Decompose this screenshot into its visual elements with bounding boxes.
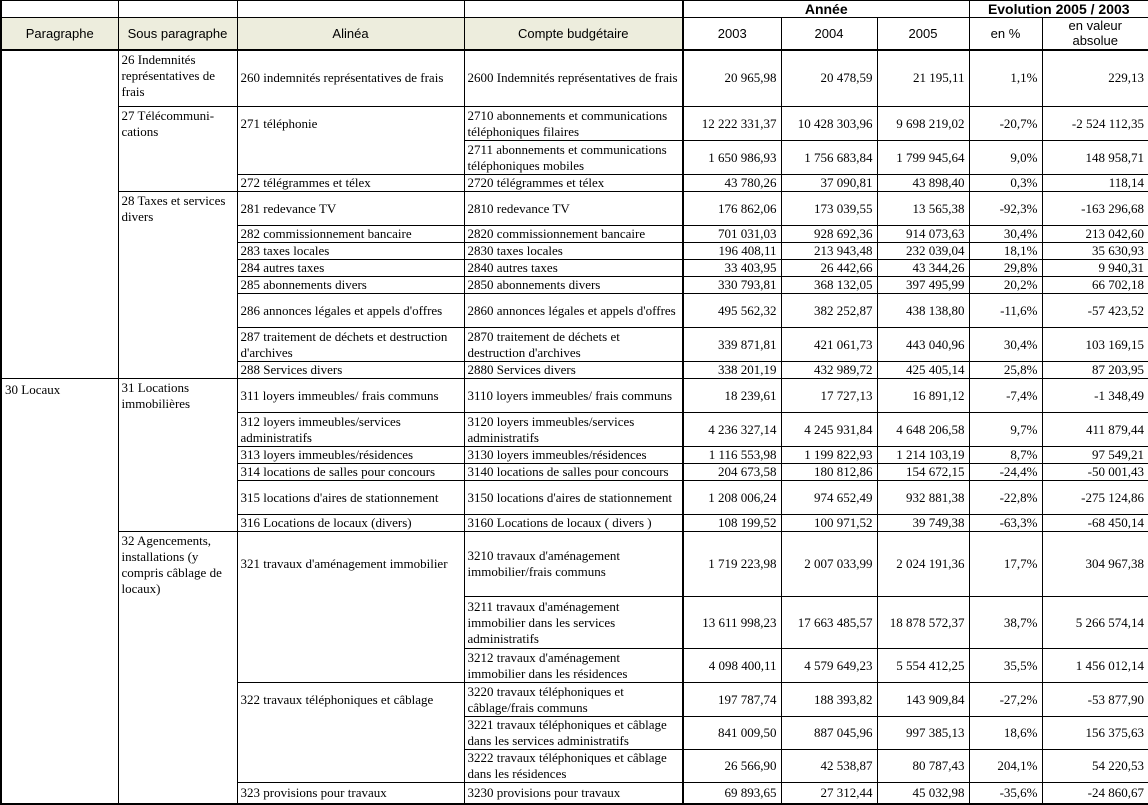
alinea-cell: 284 autres taxes xyxy=(237,260,464,277)
value-2004: 10 428 303,96 xyxy=(781,107,877,141)
value-abs: -163 296,68 xyxy=(1042,192,1148,226)
value-abs: -57 423,52 xyxy=(1042,294,1148,328)
col-header-2005: 2005 xyxy=(877,18,969,50)
table-row xyxy=(1,379,1148,413)
value-2003: 841 009,50 xyxy=(683,717,781,750)
col-header-sous-paragraphe: Sous paragraphe xyxy=(118,18,237,50)
value-abs: 304 967,38 xyxy=(1042,532,1148,597)
value-2004: 27 312,44 xyxy=(781,783,877,804)
value-2005: 39 749,38 xyxy=(877,515,969,532)
value-2005: 425 405,14 xyxy=(877,362,969,379)
value-2005: 154 672,15 xyxy=(877,464,969,481)
alinea-cell: 312 loyers immeubles/services administratifs xyxy=(237,413,464,447)
alinea-cell: 315 locations d'aires de stationnement xyxy=(237,481,464,515)
alinea-label: 271 téléphonie xyxy=(240,115,318,131)
value-2005: 397 495,99 xyxy=(877,277,969,294)
alinea-cell: 287 traitement de déchets et destruction d'archives xyxy=(237,328,464,362)
col-header-compte-budgetaire: Compte budgétaire xyxy=(464,18,683,50)
compte-cell: 3150 locations d'aires de stationnement xyxy=(464,481,683,515)
alinea-cell xyxy=(237,107,464,175)
value-2004: 180 812,86 xyxy=(781,464,877,481)
value-2003: 20 965,98 xyxy=(683,50,781,107)
value-2003: 12 222 331,37 xyxy=(683,107,781,141)
empty-header-cell xyxy=(118,1,237,18)
value-2005: 232 039,04 xyxy=(877,243,969,260)
alinea-cell: 316 Locations de locaux (divers) xyxy=(237,515,464,532)
alinea-label: 321 travaux d'aménagement immobilier xyxy=(240,556,448,571)
value-abs: 97 549,21 xyxy=(1042,447,1148,464)
value-2005: 932 881,38 xyxy=(877,481,969,515)
compte-cell: 2600 Indemnités représentatives de frais xyxy=(464,50,683,107)
compte-cell: 2810 redevance TV xyxy=(464,192,683,226)
value-2004: 974 652,49 xyxy=(781,481,877,515)
value-2003: 204 673,58 xyxy=(683,464,781,481)
value-pct: 1,1% xyxy=(969,50,1042,107)
value-2003: 1 208 006,24 xyxy=(683,481,781,515)
value-2004: 213 943,48 xyxy=(781,243,877,260)
alinea-cell: 323 provisions pour travaux xyxy=(237,783,464,804)
value-abs: 5 266 574,14 xyxy=(1042,597,1148,649)
value-abs: -53 877,90 xyxy=(1042,683,1148,717)
value-abs: 35 630,93 xyxy=(1042,243,1148,260)
value-2003: 4 098 400,11 xyxy=(683,649,781,683)
value-2003: 1 719 223,98 xyxy=(683,532,781,597)
compte-cell: 2880 Services divers xyxy=(464,362,683,379)
compte-cell: 2711 abonnements et communications téléphoniques mobiles xyxy=(464,141,683,175)
value-2005: 443 040,96 xyxy=(877,328,969,362)
empty-header-cell xyxy=(464,1,683,18)
value-pct: 18,6% xyxy=(969,717,1042,750)
value-pct: 29,8% xyxy=(969,260,1042,277)
sous-paragraphe-cell: 26 Indemnités représentatives de frais xyxy=(118,50,237,107)
value-2003: 26 566,90 xyxy=(683,750,781,783)
compte-cell: 2710 abonnements et communications téléphoniques filaires xyxy=(464,107,683,141)
value-2004: 37 090,81 xyxy=(781,175,877,192)
value-2004: 4 579 649,23 xyxy=(781,649,877,683)
value-pct: 30,4% xyxy=(969,328,1042,362)
col-header-2004: 2004 xyxy=(781,18,877,50)
value-2003: 18 239,61 xyxy=(683,379,781,413)
value-2004: 421 061,73 xyxy=(781,328,877,362)
value-2004: 42 538,87 xyxy=(781,750,877,783)
sous-paragraphe-cell: 27 Télécommuni-cations xyxy=(118,107,237,192)
value-abs: -1 348,49 xyxy=(1042,379,1148,413)
value-2003: 1 116 553,98 xyxy=(683,447,781,464)
value-abs: -2 524 112,35 xyxy=(1042,107,1148,141)
compte-cell: 3140 locations de salles pour concours xyxy=(464,464,683,481)
col-header-2003: 2003 xyxy=(683,18,781,50)
compte-cell: 2870 traitement de déchets et destruction d'archives xyxy=(464,328,683,362)
value-2003: 4 236 327,14 xyxy=(683,413,781,447)
value-pct: 17,7% xyxy=(969,532,1042,597)
value-2004: 1 756 683,84 xyxy=(781,141,877,175)
col-header-alinea: Alinéa xyxy=(237,18,464,50)
alinea-cell: 260 indemnités représentatives de frais xyxy=(237,50,464,107)
empty-header-cell xyxy=(237,1,464,18)
value-2003: 43 780,26 xyxy=(683,175,781,192)
table-row xyxy=(1,107,1148,141)
compte-cell: 2820 commissionnement bancaire xyxy=(464,226,683,243)
value-2003: 1 650 986,93 xyxy=(683,141,781,175)
value-abs: 1 456 012,14 xyxy=(1042,649,1148,683)
compte-cell: 3220 travaux téléphoniques et câblage/frais communs xyxy=(464,683,683,717)
value-2005: 143 909,84 xyxy=(877,683,969,717)
value-pct: 8,7% xyxy=(969,447,1042,464)
compte-cell: 2860 annonces légales et appels d'offres xyxy=(464,294,683,328)
value-2004: 928 692,36 xyxy=(781,226,877,243)
value-2004: 17 663 485,57 xyxy=(781,597,877,649)
header-row xyxy=(1,18,1148,50)
alinea-cell: 286 annonces légales et appels d'offres xyxy=(237,294,464,328)
alinea-label: 322 travaux téléphoniques et câblage xyxy=(240,691,434,707)
value-2004: 20 478,59 xyxy=(781,50,877,107)
value-pct: 35,5% xyxy=(969,649,1042,683)
annee-group-header: Année xyxy=(683,1,969,18)
alinea-cell: 313 loyers immeubles/résidences xyxy=(237,447,464,464)
value-pct: 38,7% xyxy=(969,597,1042,649)
value-pct: 0,3% xyxy=(969,175,1042,192)
paragraphe-cell: 30 Locaux xyxy=(1,379,118,804)
value-pct: 20,2% xyxy=(969,277,1042,294)
alinea-cell: 285 abonnements divers xyxy=(237,277,464,294)
col-header-valeur-absolue: en valeur absolue xyxy=(1042,18,1148,50)
value-2004: 173 039,55 xyxy=(781,192,877,226)
alinea-cell: 272 télégrammes et télex xyxy=(237,175,464,192)
value-abs: -24 860,67 xyxy=(1042,783,1148,804)
value-2005: 997 385,13 xyxy=(877,717,969,750)
value-abs: 87 203,95 xyxy=(1042,362,1148,379)
value-2003: 338 201,19 xyxy=(683,362,781,379)
compte-cell: 3110 loyers immeubles/ frais communs xyxy=(464,379,683,413)
value-2005: 45 032,98 xyxy=(877,783,969,804)
value-2005: 1 214 103,19 xyxy=(877,447,969,464)
col-header-paragraphe: Paragraphe xyxy=(1,18,118,50)
empty-header-cell xyxy=(1,1,118,18)
value-abs: -275 124,86 xyxy=(1042,481,1148,515)
value-pct: -27,2% xyxy=(969,683,1042,717)
value-pct: -22,8% xyxy=(969,481,1042,515)
compte-cell: 3130 loyers immeubles/résidences xyxy=(464,447,683,464)
value-2005: 4 648 206,58 xyxy=(877,413,969,447)
value-2005: 16 891,12 xyxy=(877,379,969,413)
value-abs: 9 940,31 xyxy=(1042,260,1148,277)
value-pct: -24,4% xyxy=(969,464,1042,481)
value-abs: 118,14 xyxy=(1042,175,1148,192)
table-row xyxy=(1,192,1148,226)
col-header-pct: en % xyxy=(969,18,1042,50)
alinea-cell: 314 locations de salles pour concours xyxy=(237,464,464,481)
value-abs: 66 702,18 xyxy=(1042,277,1148,294)
value-2003: 339 871,81 xyxy=(683,328,781,362)
alinea-cell: 281 redevance TV xyxy=(237,192,464,226)
value-2004: 368 132,05 xyxy=(781,277,877,294)
value-2003: 176 862,06 xyxy=(683,192,781,226)
value-2003: 69 893,65 xyxy=(683,783,781,804)
value-2004: 887 045,96 xyxy=(781,717,877,750)
compte-cell: 3211 travaux d'aménagement immobilier dans les services administratifs xyxy=(464,597,683,649)
alinea-cell: 282 commissionnement bancaire xyxy=(237,226,464,243)
value-pct: -92,3% xyxy=(969,192,1042,226)
value-2005: 5 554 412,25 xyxy=(877,649,969,683)
compte-cell: 3160 Locations de locaux ( divers ) xyxy=(464,515,683,532)
value-2003: 330 793,81 xyxy=(683,277,781,294)
value-pct: 25,8% xyxy=(969,362,1042,379)
value-2004: 382 252,87 xyxy=(781,294,877,328)
value-abs: 148 958,71 xyxy=(1042,141,1148,175)
alinea-cell: 311 loyers immeubles/ frais communs xyxy=(237,379,464,413)
sous-paragraphe-cell: 32 Agencements, installations (y compris câblage de locaux) xyxy=(118,532,237,804)
value-abs: -68 450,14 xyxy=(1042,515,1148,532)
compte-cell: 3120 loyers immeubles/services administratifs xyxy=(464,413,683,447)
compte-cell: 3210 travaux d'aménagement immobilier/frais communs xyxy=(464,532,683,597)
value-2005: 914 073,63 xyxy=(877,226,969,243)
compte-cell: 2830 taxes locales xyxy=(464,243,683,260)
evolution-group-header: Evolution 2005 / 2003 xyxy=(969,1,1148,18)
header-group-row xyxy=(1,1,1148,18)
alinea-cell: 288 Services divers xyxy=(237,362,464,379)
value-abs: 411 879,44 xyxy=(1042,413,1148,447)
value-2003: 33 403,95 xyxy=(683,260,781,277)
compte-cell: 3230 provisions pour travaux xyxy=(464,783,683,804)
value-2004: 17 727,13 xyxy=(781,379,877,413)
value-abs: 213 042,60 xyxy=(1042,226,1148,243)
value-2004: 4 245 931,84 xyxy=(781,413,877,447)
value-2004: 1 199 822,93 xyxy=(781,447,877,464)
value-abs: 54 220,53 xyxy=(1042,750,1148,783)
table-row xyxy=(1,532,1148,597)
value-2004: 188 393,82 xyxy=(781,683,877,717)
value-pct: 30,4% xyxy=(969,226,1042,243)
sous-paragraphe-cell: 31 Locations immobilières xyxy=(118,379,237,532)
value-pct: 9,7% xyxy=(969,413,1042,447)
value-pct: -20,7% xyxy=(969,107,1042,141)
alinea-cell: 283 taxes locales xyxy=(237,243,464,260)
value-abs: -50 001,43 xyxy=(1042,464,1148,481)
value-2005: 80 787,43 xyxy=(877,750,969,783)
value-2005: 9 698 219,02 xyxy=(877,107,969,141)
value-2003: 196 408,11 xyxy=(683,243,781,260)
value-pct: 18,1% xyxy=(969,243,1042,260)
table-row xyxy=(1,50,1148,107)
value-2005: 21 195,11 xyxy=(877,50,969,107)
value-2003: 197 787,74 xyxy=(683,683,781,717)
value-abs: 103 169,15 xyxy=(1042,328,1148,362)
value-2005: 2 024 191,36 xyxy=(877,532,969,597)
value-2005: 438 138,80 xyxy=(877,294,969,328)
value-pct: -63,3% xyxy=(969,515,1042,532)
compte-cell: 2720 télégrammes et télex xyxy=(464,175,683,192)
value-pct: -7,4% xyxy=(969,379,1042,413)
paragraphe-cell xyxy=(1,50,118,379)
value-abs: 156 375,63 xyxy=(1042,717,1148,750)
compte-cell: 2850 abonnements divers xyxy=(464,277,683,294)
value-2005: 1 799 945,64 xyxy=(877,141,969,175)
value-pct: 204,1% xyxy=(969,750,1042,783)
value-2004: 432 989,72 xyxy=(781,362,877,379)
value-2004: 2 007 033,99 xyxy=(781,532,877,597)
compte-cell: 2840 autres taxes xyxy=(464,260,683,277)
value-2004: 26 442,66 xyxy=(781,260,877,277)
value-pct: -35,6% xyxy=(969,783,1042,804)
alinea-cell xyxy=(237,532,464,683)
value-2003: 13 611 998,23 xyxy=(683,597,781,649)
value-2003: 701 031,03 xyxy=(683,226,781,243)
compte-cell: 3222 travaux téléphoniques et câblage dans les résidences xyxy=(464,750,683,783)
sous-paragraphe-cell: 28 Taxes et services divers xyxy=(118,192,237,379)
value-2005: 43 344,26 xyxy=(877,260,969,277)
value-2003: 108 199,52 xyxy=(683,515,781,532)
value-pct: 9,0% xyxy=(969,141,1042,175)
value-2005: 18 878 572,37 xyxy=(877,597,969,649)
value-2004: 100 971,52 xyxy=(781,515,877,532)
value-abs: 229,13 xyxy=(1042,50,1148,107)
compte-cell: 3212 travaux d'aménagement immobilier dans les résidences xyxy=(464,649,683,683)
value-2005: 43 898,40 xyxy=(877,175,969,192)
value-2005: 13 565,38 xyxy=(877,192,969,226)
alinea-cell xyxy=(237,683,464,783)
value-2003: 495 562,32 xyxy=(683,294,781,328)
value-pct: -11,6% xyxy=(969,294,1042,328)
compte-cell: 3221 travaux téléphoniques et câblage dans les services administratifs xyxy=(464,717,683,750)
